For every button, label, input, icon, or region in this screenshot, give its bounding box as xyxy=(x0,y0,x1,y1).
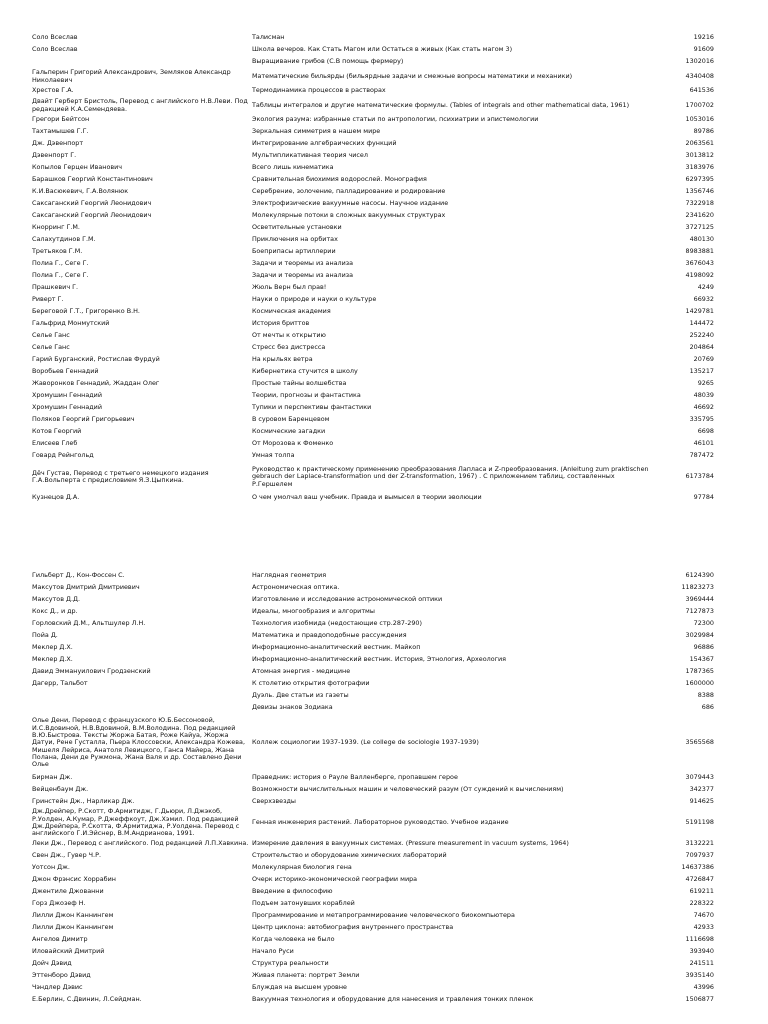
author-cell: Кокс Д., и др. xyxy=(32,607,78,616)
title-cell: Девизы знаков Зодиака xyxy=(252,703,333,712)
title-cell: Мультипликативная теория чисел xyxy=(252,151,368,160)
id-cell: 3727125 xyxy=(685,223,714,232)
author-cell: Чэндлер Дэвис xyxy=(32,983,83,992)
id-cell: 66932 xyxy=(693,295,714,304)
author-cell: Дёч Густав, Перевод с третьего немецкого издания Г.А.Вольперта с предисловием Я.З.Цыпкина. xyxy=(32,468,209,484)
author-cell: Гринстейн Дж., Нарликар Дж. xyxy=(32,797,135,806)
author-cell: Гарий Бурганский, Ростислав Фурдуй xyxy=(32,355,160,364)
title-cell: Молекулярная биология гена xyxy=(252,863,352,872)
id-cell: 1429781 xyxy=(685,307,714,316)
id-cell: 6698 xyxy=(697,427,714,436)
author-cell: Соло Всеслав xyxy=(32,33,78,42)
table-row xyxy=(0,366,768,378)
title-cell: Изготовление и исследование астрономической оптики xyxy=(252,595,443,604)
author-cell: Полиа Г., Сеге Г. xyxy=(32,271,89,280)
author-cell: Котов Георгий xyxy=(32,427,82,436)
table-row xyxy=(0,222,768,234)
title-cell: Всего лишь кинематика xyxy=(252,163,334,172)
id-cell: 335795 xyxy=(689,415,714,424)
table-row xyxy=(0,898,768,910)
title-cell: Задачи и теоремы из анализа xyxy=(252,259,354,268)
id-cell: 74670 xyxy=(693,911,714,920)
id-cell: 43996 xyxy=(693,983,714,992)
id-cell: 393940 xyxy=(689,947,714,956)
author-cell: Соло Всеслав xyxy=(32,45,78,54)
id-cell: 20769 xyxy=(693,355,714,364)
id-cell: 1356746 xyxy=(685,187,714,196)
title-cell: Математика и правдоподобные рассуждения xyxy=(252,631,407,640)
title-cell: Генная инженерия растений. Лабораторное руководство. Учебное издание xyxy=(252,818,509,827)
author-cell: Горз Джозеф Н. xyxy=(32,899,86,908)
title-cell: Начало Руси xyxy=(252,947,294,956)
id-cell: 7097937 xyxy=(685,851,714,860)
author-cell: Двайт Герберт Бристоль, Перевод с английского Н.В.Леви. Под редакцией К.А.Семендяева. xyxy=(32,97,248,113)
table-row xyxy=(0,874,768,886)
title-cell: Структура реальности xyxy=(252,959,329,968)
id-cell: 3935140 xyxy=(685,971,714,980)
id-cell: 46692 xyxy=(693,403,714,412)
title-cell: Строительство и оборудование химических лабораторий xyxy=(252,851,447,860)
id-cell: 342377 xyxy=(689,785,714,794)
table-row xyxy=(0,796,768,808)
table-row xyxy=(0,922,768,934)
title-cell: Экология разума: избранные статьи по антропологии, психиатрии и эпистемологии xyxy=(252,115,539,124)
table-row xyxy=(0,198,768,210)
table-row xyxy=(0,808,768,838)
table-row xyxy=(0,126,768,138)
title-cell: Термодинамика процессов в растворах xyxy=(252,86,386,95)
table-row xyxy=(0,582,768,594)
id-cell: 914625 xyxy=(689,797,714,806)
author-cell: Уотсон Дж. xyxy=(32,863,70,872)
id-cell: 4340408 xyxy=(685,71,714,80)
id-cell: 19216 xyxy=(693,33,714,42)
table-row xyxy=(0,150,768,162)
table-row xyxy=(0,318,768,330)
id-cell: 8983881 xyxy=(685,247,714,256)
table-row xyxy=(0,56,768,68)
id-cell: 3183976 xyxy=(685,163,714,172)
title-cell: Боеприпасы артиллерии xyxy=(252,247,336,256)
id-cell: 42933 xyxy=(693,923,714,932)
title-cell: В суровом Баренцевом xyxy=(252,415,330,424)
table-row xyxy=(0,886,768,898)
id-cell: 3079443 xyxy=(685,773,714,782)
author-cell: Гальперин Григорий Александрович, Земляков Александр Николаевич xyxy=(32,68,231,84)
title-cell: Программирование и метапрограммирование человеческого биокомпьютера xyxy=(252,911,515,920)
id-cell: 7127873 xyxy=(685,607,714,616)
table-row xyxy=(0,234,768,246)
id-cell: 72300 xyxy=(693,619,714,628)
title-cell: Астрономическая оптика. xyxy=(252,583,340,592)
id-cell: 48039 xyxy=(693,391,714,400)
table-row xyxy=(0,678,768,690)
author-cell: Дэвенпорт Г. xyxy=(32,151,77,160)
id-cell: 2063561 xyxy=(685,139,714,148)
author-cell: Говард Рейнгольд xyxy=(32,451,94,460)
table-row xyxy=(0,630,768,642)
id-cell: 46101 xyxy=(693,439,714,448)
title-cell: Сверхзвезды xyxy=(252,797,296,806)
table-row xyxy=(0,714,768,772)
author-cell: Прашкевич Г. xyxy=(32,283,79,292)
title-cell: О чем умолчал ваш учебник. Правда и вымысел в теории эволюции xyxy=(252,493,482,502)
author-cell: Гальфрид Монмутский xyxy=(32,319,110,328)
author-cell: Саксаганский Георгий Леонидович xyxy=(32,199,152,208)
author-cell: Селье Ганс xyxy=(32,331,70,340)
title-cell: От мечты к открытию xyxy=(252,331,326,340)
title-cell: Кибернетика стучится в школу xyxy=(252,367,358,376)
title-cell: Вакуумная технология и оборудование для нанесения и травления тонких пленок xyxy=(252,995,534,1004)
id-cell: 4249 xyxy=(697,283,714,292)
id-cell: 3013812 xyxy=(685,151,714,160)
table-row xyxy=(0,690,768,702)
title-cell: Блуждая на высшем уровне xyxy=(252,983,347,992)
table-row xyxy=(0,618,768,630)
title-cell: Талисман xyxy=(252,33,285,42)
title-cell: Возможности вычислительных машин и человеческий разум (От суждений к вычислениям) xyxy=(252,785,564,794)
author-cell: Береговой Г.Т., Григоренко В.Н. xyxy=(32,307,140,316)
title-cell: Школа вечеров. Как Стать Магом или Остаться в живых (Как стать магом 3) xyxy=(252,45,513,54)
title-cell: Дуэль. Две статьи из газеты xyxy=(252,691,349,700)
title-cell: Идеалы, многообразия и алгоритмы xyxy=(252,607,375,616)
author-cell: Дж.Дрейпер, Р.Скотт, Ф.Армитидж, Г.Дьюри, Л.Джэкоб, Р.Уолден, А.Кумар, Р.Джеффкоут, Дж.Хэмил. Под редакцией Дж.Дрейпера, Р.Скотта, Ф.Армитиджа, Р.Уолдена. Перевод с английского Г.И.Эйснер, В.М.Андрианова, 1991. xyxy=(32,807,240,838)
id-cell: 89786 xyxy=(693,127,714,136)
table-row xyxy=(0,330,768,342)
id-cell: 228322 xyxy=(689,899,714,908)
title-cell: Теории, прогнозы и фантастика xyxy=(252,391,361,400)
table-row xyxy=(0,982,768,994)
title-cell: Руководство к практическому применению преобразования Лапласа и Z-преобразования. (Anleitung zum praktischen gebrauch der Laplace-transformation und der Z-transformation, 1967) . С приложением таблиц, составленных Р.Гершелем xyxy=(252,465,649,488)
table-row xyxy=(0,606,768,618)
table-row xyxy=(0,654,768,666)
id-cell: 1787365 xyxy=(685,667,714,676)
table-row xyxy=(0,162,768,174)
author-cell: Иловайский Дмитрий xyxy=(32,947,105,956)
id-cell: 8388 xyxy=(697,691,714,700)
id-cell: 480130 xyxy=(689,235,714,244)
table-row xyxy=(0,838,768,850)
author-cell: Джон Фрэнсис Хоррабин xyxy=(32,875,116,884)
table-row xyxy=(0,97,768,114)
id-cell: 787472 xyxy=(689,451,714,460)
table-row xyxy=(0,862,768,874)
title-cell: Задачи и теоремы из анализа xyxy=(252,271,354,280)
author-cell: Поляков Георгий Григорьевич xyxy=(32,415,135,424)
title-cell: Математические бильярды (бильярдные задачи и смежные вопросы математики и механики) xyxy=(252,71,573,80)
table-row xyxy=(0,44,768,56)
title-cell: На крыльях ветра xyxy=(252,355,313,364)
id-cell: 5191198 xyxy=(685,818,714,827)
table-row xyxy=(0,270,768,282)
author-cell: Меклер Д.Х. xyxy=(32,655,73,664)
author-cell: Е.Берлин, С.Двинин, Л.Сейдман. xyxy=(32,995,142,1004)
id-cell: 4198092 xyxy=(685,271,714,280)
table-row xyxy=(0,492,768,504)
title-cell: Серебрение, золочение, палладирование и родирование xyxy=(252,187,446,196)
title-cell: Приключения на орбитах xyxy=(252,235,338,244)
id-cell: 135217 xyxy=(689,367,714,376)
id-cell: 641536 xyxy=(689,86,714,95)
id-cell: 3029984 xyxy=(685,631,714,640)
title-cell: Тупики и перспективы фантастики xyxy=(252,403,372,412)
id-cell: 204864 xyxy=(689,343,714,352)
author-cell: Саксаганский Георгий Леонидович xyxy=(32,211,152,220)
author-cell: Дагерр, Тальбот xyxy=(32,679,88,688)
id-cell: 4726847 xyxy=(685,875,714,884)
title-cell: Науки о природе и науки о культуре xyxy=(252,295,377,304)
id-cell: 1302016 xyxy=(685,57,714,66)
id-cell: 96886 xyxy=(693,643,714,652)
table-row xyxy=(0,702,768,714)
table-row xyxy=(0,378,768,390)
table-row xyxy=(0,32,768,44)
title-cell: Измерение давления в вакуумных системах. (Pressure measurement in vacuum systems, 1964) xyxy=(252,839,569,848)
id-cell: 9265 xyxy=(697,379,714,388)
title-cell: Атомная энергия - медицине xyxy=(252,667,351,676)
id-cell: 14637386 xyxy=(681,863,714,872)
id-cell: 6297395 xyxy=(685,175,714,184)
author-cell: Копылов Герцен Иванович xyxy=(32,163,123,172)
id-cell: 91609 xyxy=(693,45,714,54)
table-row xyxy=(0,438,768,450)
id-cell: 252240 xyxy=(689,331,714,340)
table-row xyxy=(0,850,768,862)
title-cell: Зеркальная симметрия в нашем мире xyxy=(252,127,381,136)
id-cell: 154367 xyxy=(689,655,714,664)
table-row xyxy=(0,970,768,982)
table-row xyxy=(0,642,768,654)
id-cell: 1700702 xyxy=(685,100,714,109)
title-cell: Живая планета: портрет Земли xyxy=(252,971,360,980)
title-cell: Умная толпа xyxy=(252,451,295,460)
author-cell: Хрестов Г.А. xyxy=(32,86,74,95)
title-cell: Выращивание грибов (С.В помощь фермеру) xyxy=(252,57,404,66)
table-row xyxy=(0,958,768,970)
table-row xyxy=(0,570,768,582)
author-cell: Леки Дж., Перевод с английского. Под редакцией Л.П.Хавкина. xyxy=(32,839,249,848)
id-cell: 3565568 xyxy=(685,738,714,747)
title-cell: Интегрирование алгебраических функций xyxy=(252,139,397,148)
id-cell: 1116698 xyxy=(685,935,714,944)
author-cell: Свен Дж., Гувер Ч.Р. xyxy=(32,851,101,860)
author-cell: Барашков Георгий Константинович xyxy=(32,175,153,184)
title-cell: Электрофизические вакуумные насосы. Научное издание xyxy=(252,199,449,208)
author-cell: Кнорринг Г.М. xyxy=(32,223,80,232)
table-row xyxy=(0,946,768,958)
table-row xyxy=(0,186,768,198)
author-cell: Меклер Д.Х. xyxy=(32,643,73,652)
table-row xyxy=(0,594,768,606)
author-cell: Дойч Дэвид xyxy=(32,959,72,968)
table-row xyxy=(0,85,768,97)
table-row xyxy=(0,306,768,318)
author-cell: Тахтамышев Г.Г. xyxy=(32,127,89,136)
title-cell: Информационно-аналитический вестник. История, Этнология, Археология xyxy=(252,655,506,664)
table-row xyxy=(0,210,768,222)
table-row xyxy=(0,354,768,366)
table-row xyxy=(0,174,768,186)
id-cell: 1053016 xyxy=(685,115,714,124)
id-cell: 144472 xyxy=(689,319,714,328)
title-cell: Стресс без дистресса xyxy=(252,343,326,352)
table-row xyxy=(0,294,768,306)
table-row xyxy=(0,342,768,354)
table-row xyxy=(0,402,768,414)
author-cell: Воробьев Геннадий xyxy=(32,367,99,376)
id-cell: 686 xyxy=(701,703,714,712)
author-cell: Жаворонков Геннадий, Жаддан Олег xyxy=(32,379,160,388)
title-cell: Жюль Верн был прав! xyxy=(252,283,327,292)
author-cell: Хромушин Геннадий xyxy=(32,391,102,400)
id-cell: 2341620 xyxy=(685,211,714,220)
author-cell: Максутов Дмитрий Дмитриевич xyxy=(32,583,140,592)
table-row xyxy=(0,258,768,270)
author-cell: Пойа Д. xyxy=(32,631,58,640)
id-cell: 3132221 xyxy=(685,839,714,848)
table-row xyxy=(0,666,768,678)
author-cell: Олье Дени, Перевод с французского Ю.Б.Бессоновой, И.С.Вдовиной, Н.В.Вдовиной, В.М.Володина. Под редакцией В.Ю.Быстрова. Тексты Жоржа Батая, Роже Кайуа, Жоржа Датуи, Рене Густалла, Пьера Клоссовски, Александра Кожева, Мишеля Лейриса, Анатоля Левицкого, Ганса Майера, Жана Полана, Дени де Ружмона, Жана Валя и др. Составлено Дени Олье xyxy=(32,716,245,769)
author-cell: Горловский Д.М., Альтшулер Л.Н. xyxy=(32,619,146,628)
title-cell: Наглядная геометрия xyxy=(252,571,327,580)
table-row xyxy=(0,784,768,796)
id-cell: 1600000 xyxy=(685,679,714,688)
title-cell: История бриттов xyxy=(252,319,310,328)
title-cell: Молекулярные потоки в сложных вакуумных структурах xyxy=(252,211,446,220)
id-cell: 6173784 xyxy=(685,472,714,481)
id-cell: 619211 xyxy=(689,887,714,896)
title-cell: Таблицы интегралов и другие математические формулы. (Tables of integrals and other mathematical data, 1961) xyxy=(252,100,630,109)
id-cell: 7322918 xyxy=(685,199,714,208)
table-row xyxy=(0,390,768,402)
table-row xyxy=(0,114,768,126)
title-cell: Центр циклона: автобиография внутреннего пространства xyxy=(252,923,454,932)
id-cell: 1506877 xyxy=(685,995,714,1004)
title-cell: Очерк историко-экономической географии мира xyxy=(252,875,418,884)
table-row xyxy=(0,450,768,462)
title-cell: Космическая академия xyxy=(252,307,331,316)
table-row xyxy=(0,994,768,1006)
author-cell: Эттенборо Дэвид xyxy=(32,971,91,980)
author-cell: Грегори Бейтсон xyxy=(32,115,90,124)
author-cell: Елисеев Глеб xyxy=(32,439,78,448)
id-cell: 241511 xyxy=(689,959,714,968)
table-row xyxy=(0,68,768,85)
title-cell: Подъем затонувших кораблей xyxy=(252,899,355,908)
title-cell: Космические загадки xyxy=(252,427,326,436)
table-row xyxy=(0,462,768,492)
title-cell: Осветительные установки xyxy=(252,223,342,232)
title-cell: Праведник: история о Рауле Валленберге, пропавшем герое xyxy=(252,773,458,782)
author-cell: Салахутдинов Г.М. xyxy=(32,235,96,244)
author-cell: Риверт Г. xyxy=(32,295,64,304)
author-cell: К.И.Васюкевич, Г.А.Волянюк xyxy=(32,187,129,196)
table-row xyxy=(0,138,768,150)
table-row xyxy=(0,246,768,258)
id-cell: 6124390 xyxy=(685,571,714,580)
table-row xyxy=(0,910,768,922)
id-cell: 11823273 xyxy=(681,583,714,592)
author-cell: Максутов Д.Д. xyxy=(32,595,81,604)
author-cell: Третьяков Г.М. xyxy=(32,247,83,256)
table-row xyxy=(0,772,768,784)
author-cell: Лилли Джон Каннингем xyxy=(32,923,114,932)
title-cell: Когда человека не было xyxy=(252,935,335,944)
author-cell: Хромушин Геннадий xyxy=(32,403,102,412)
table-row xyxy=(0,414,768,426)
author-cell: Ангелов Димитр xyxy=(32,935,88,944)
catalog-block-1 xyxy=(0,32,768,504)
table-row xyxy=(0,282,768,294)
author-cell: Полиа Г., Сеге Г. xyxy=(32,259,89,268)
author-cell: Вейценбаум Дж. xyxy=(32,785,89,794)
title-cell: Сравнительная биохимия водорослей. Монография xyxy=(252,175,427,184)
id-cell: 97784 xyxy=(693,493,714,502)
table-row xyxy=(0,426,768,438)
author-cell: Бирман Дж. xyxy=(32,773,73,782)
title-cell: От Морозова к Фоменко xyxy=(252,439,334,448)
author-cell: Гильберт Д., Кон-Фоссен С. xyxy=(32,571,125,580)
title-cell: Введение в философию xyxy=(252,887,333,896)
title-cell: Коллеж социологии 1937-1939. (Le college de sociologie 1937-1939) xyxy=(252,738,479,747)
id-cell: 3676043 xyxy=(685,259,714,268)
catalog-block-2 xyxy=(0,570,768,1006)
table-row xyxy=(0,934,768,946)
author-cell: Дж. Дэвенпорт xyxy=(32,139,84,148)
title-cell: Информационно-аналитический вестник. Майкоп xyxy=(252,643,421,652)
title-cell: Простые тайны волшебства xyxy=(252,379,347,388)
author-cell: Давид Эммануилович Гродзенский xyxy=(32,667,151,676)
id-cell: 3969444 xyxy=(685,595,714,604)
author-cell: Джентиле Джованни xyxy=(32,887,104,896)
author-cell: Лилли Джон Каннингем xyxy=(32,911,114,920)
title-cell: К столетию открытия фотографии xyxy=(252,679,370,688)
title-cell: Технология изобмида (недостающие стр.287-290) xyxy=(252,619,422,628)
author-cell: Селье Ганс xyxy=(32,343,70,352)
author-cell: Кузнецов Д.А. xyxy=(32,493,80,502)
